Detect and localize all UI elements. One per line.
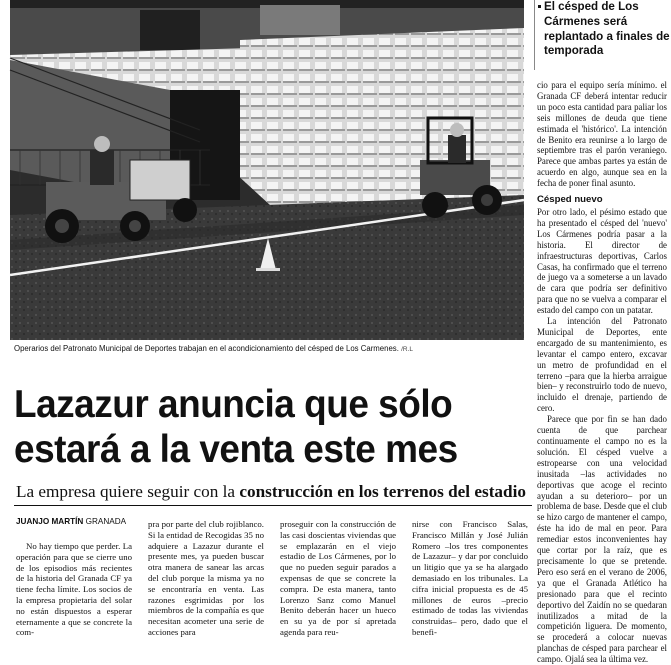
subhead-plain: La empresa quiere seguir con la (16, 482, 240, 501)
article-column-2 (148, 519, 264, 637)
article-column-3 (280, 519, 396, 637)
photo-illustration (10, 0, 524, 340)
article-headline (14, 382, 513, 472)
sidebar-column (537, 80, 667, 665)
caption-text: Operarios del Patronato Municipal de Deportes trabajan en el acondicionamiento del césped de Los Carmenes. (14, 344, 399, 353)
article-column-1 (16, 541, 132, 638)
subhead-bold: construcción en los terrenos del estadio (239, 482, 526, 501)
sidebar-headline-text: El césped de Los Cármenes será replantado a finales de temporada (544, 0, 670, 58)
column-4-text: nirse con Francisco Salas, Francisco Millán y José Julián Romero –los tres componentes de Lazazur– y dar por concluido un litigio que ya se ha alargado demasiado en los tribunales. La cifra inicial propuesta es de 45 millones de euros –precio estimado de todas las viviendas construidas– pero, dado que el benefi- (412, 519, 528, 637)
sidebar-paragraph-2: La intención del Patronato Municipal de Deportes, ente encargado de su mantenimiento, es levantar el campo entero, excavar un metro de profundidad en el terreno –para que la hierba arraigue bien– y reconstruirlo todo de nuevo, incluido el drenaje, partiendo de cero. (537, 316, 667, 414)
photo-caption (14, 344, 534, 353)
sidebar-headline (534, 0, 671, 70)
sidebar-paragraph-1: Por otro lado, el pésimo estado que ha presentado el césped del 'nuevo' Los Cármenes podría pasar a la historia. El director de infraestructuras deportivas, Carlos Casas, ha confirmado que el terreno de juego va a someterse a un lavado de cara que podría ser definitivo para que no se vuelva a comparar el estado del campo con un patatar. (537, 206, 667, 316)
article-subhead (16, 482, 534, 502)
article-column-4 (412, 519, 528, 637)
headline-line-2: estará a la venta este mes (14, 428, 458, 471)
byline-location: GRANADA (85, 517, 127, 526)
sidebar-intro: cio para el equipo sería mínimo. el Granada CF deberá intentar reducir un poco esta cantidad para paliar los seis millones de deuda que tiene estimada el 'histórico'. La intención de Benito era reunirse a lo largo de septiembre tras el parón veraniego. Parece que ambas partes ya están de acuerdo en algo, aunque sea en la fecha de poner final asunto. (537, 80, 667, 189)
bullet-icon (538, 5, 541, 8)
sidebar-subhead: Césped nuevo (537, 194, 603, 206)
column-3-text: proseguir con la construcción de las casi doscientas viviendas que se emplazarán en el viejo estadio de Los Cármenes, por lo que no pueden seguir parados a expensas de que se concrete la compra. De esta manera, tanto Lorenzo Sanz como Manuel Benito deberán hacer un hueco en su ya de por sí apretada agenda para reu- (280, 519, 396, 637)
column-1-text: No hay tiempo que perder. La operación para que se cierre uno de los episodios más recientes de la historia del Granada CF ya tiene fecha límite. Los socios de la empresa propietaria del solar no están dispuestos a esperar eternamente a que se concrete la com- (16, 541, 132, 638)
photo-credit: /R.L (401, 346, 413, 353)
column-2-text: pra por parte del club rojiblanco. Si la entidad de Recogidas 35 no adquiere a Lazazur durante el presente mes, ya pueden buscar otra manera de sanear las arcas del club porque la misma ya no se encontraría en venta. Las razones esgrimidas por los miembros de la compañía es que necesitan acometer una serie de acciones para (148, 519, 264, 637)
sidebar-paragraph-3: Parece que por fin se han dado cuenta de que parchear continuamente el campo no es la solución. El césped vuelve a estropearse con una velocidad inusitada –las actividades no deportivas que acoge el recinto ayudan a su deterioro– por un problema de base. Desde que el club se hizo cargo de mantener el campo, éste ha ido de mal en peor. Para remediar estos inconvenientes hay que cortar por la raíz, que es precisamente lo que se pretende. Pero eso será en el verano de 2006, ya que el Granada Atlético ha presionado para que el recinto deportivo del Zaidín no se quedaran inutilizados a mitad de la competición liguera. De momento, se procederá a colocar nuevas planchas de césped para parchear el campo. Ojalá sea la última vez. (537, 414, 667, 665)
byline (16, 517, 126, 526)
headline-line-1: Lazazur anuncia que sólo (14, 383, 453, 426)
divider (14, 505, 532, 506)
stadium-photo (10, 0, 524, 340)
byline-author: JUANJO MARTÍN (16, 517, 84, 526)
